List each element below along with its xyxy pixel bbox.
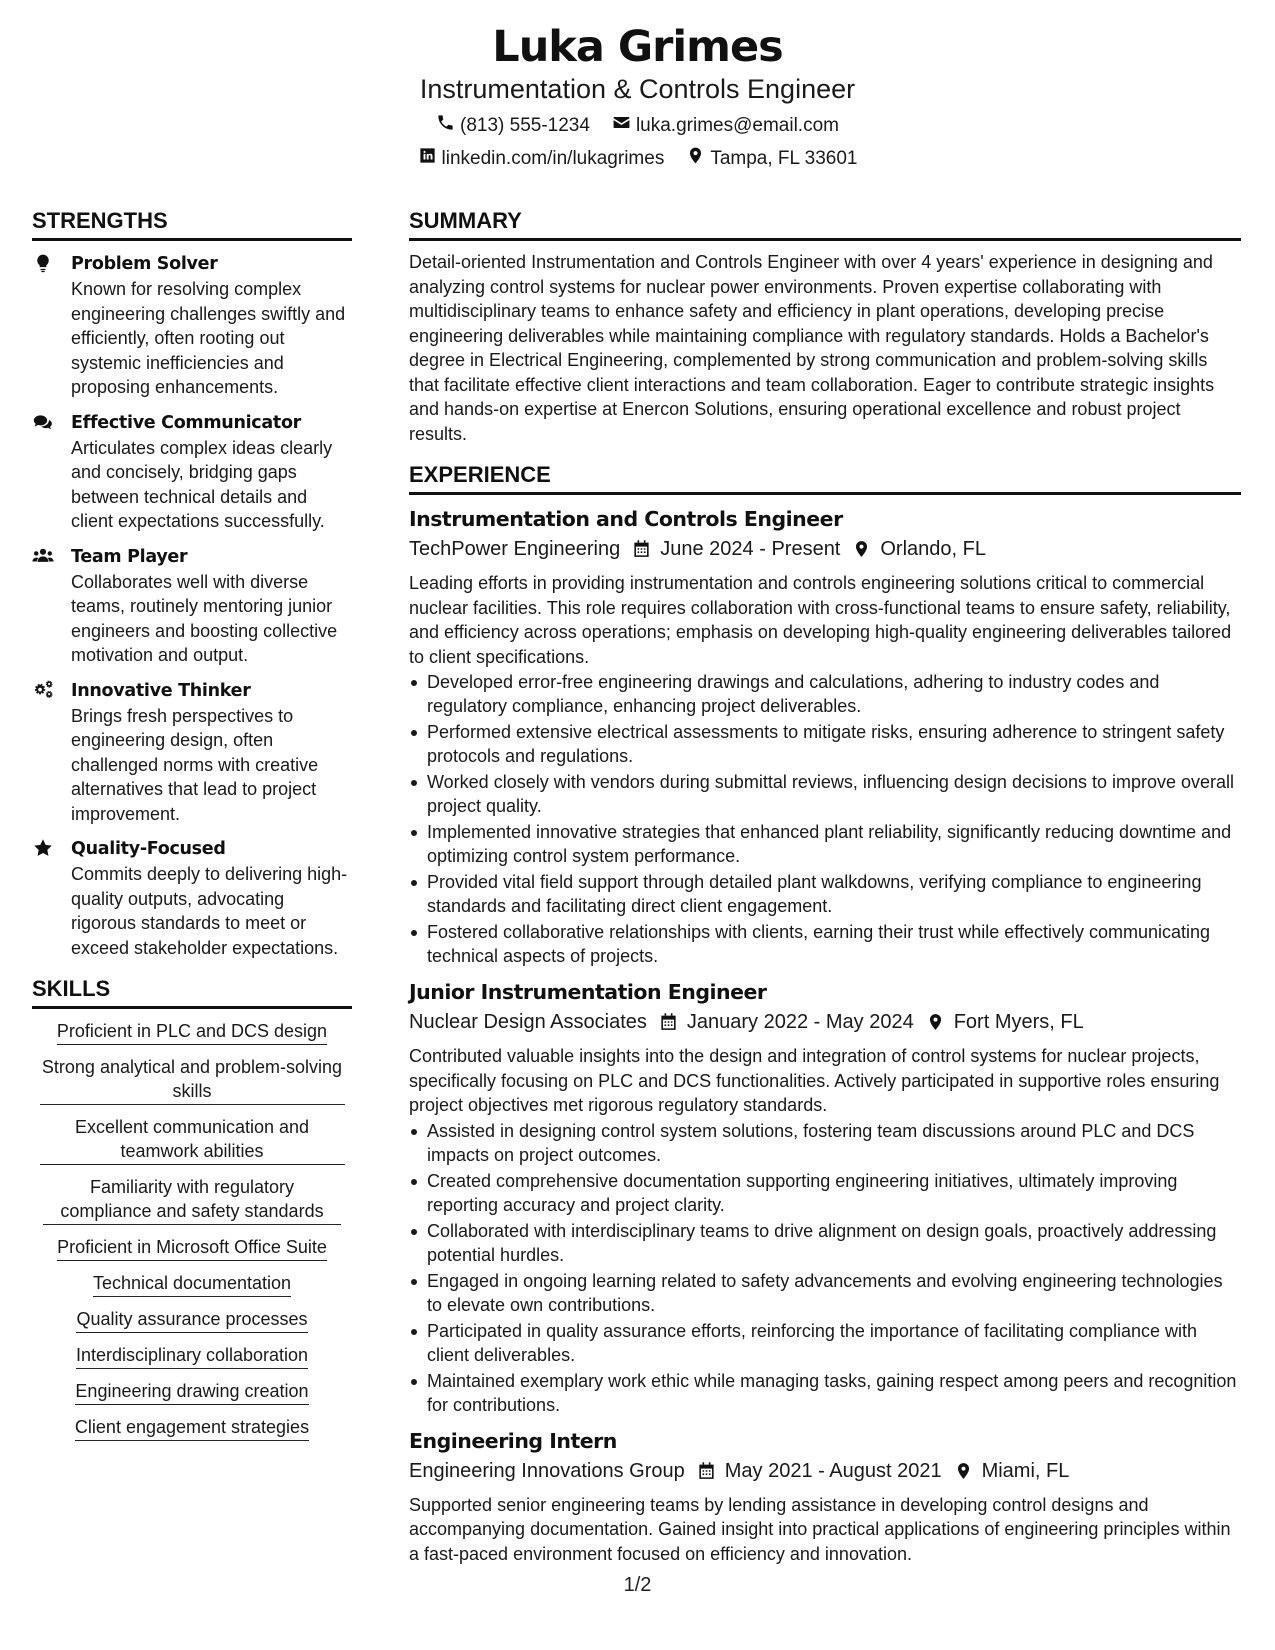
linkedin-text[interactable]: linkedin.com/in/lukagrimes — [441, 147, 665, 169]
job-meta — [409, 1456, 1241, 1486]
job-dates: June 2024 - Present — [660, 538, 841, 560]
strengths-heading: STRENGTHS — [32, 208, 352, 241]
list-item: Performed extensive electrical assessments to mitigate risks, ensuring adherence to stringent safety protocols and regulations. — [409, 720, 1241, 768]
strength-desc: Brings fresh perspectives to engineering design, often challenged norms with creative alternatives that lead to project improvement. — [71, 705, 319, 824]
list-item: Assisted in designing control system solutions, fostering team discussions around PLC and DCS impacts on project outcomes. — [409, 1119, 1241, 1167]
list-item: Collaborated with interdisciplinary teams to drive alignment on design goals, proactively addressing potential hurdles. — [409, 1219, 1241, 1267]
map-marker-icon — [686, 146, 705, 171]
strength-title: Team Player — [71, 546, 188, 567]
strength-title: Innovative Thinker — [71, 680, 251, 701]
job-company: Engineering Innovations Group — [409, 1459, 685, 1482]
linkedin-icon — [418, 146, 437, 171]
job-dates: January 2022 - May 2024 — [686, 1011, 914, 1033]
contact-row-2 — [0, 146, 1275, 171]
job-entry — [409, 978, 1241, 1417]
job-location: Miami, FL — [981, 1459, 1070, 1482]
job-description: Leading efforts in providing instrumentation and controls engineering solutions critical to commercial nuclear facilities. This role requires collaboration with cross-functional teams to ensure safety, reliability, and efficiency across operations; emphasis on developing high-quality engineering deliverables tailored to client specifications. — [409, 573, 1232, 667]
skill-item: Client engagement strategies — [32, 1415, 352, 1441]
strength-item — [32, 252, 352, 400]
calendar-icon — [697, 1461, 717, 1481]
list-item: Provided vital field support through detailed plant walkdowns, verifying compliance to engineering standards and facilitating direct client engagement. — [409, 870, 1241, 918]
cogs-icon — [32, 680, 56, 702]
summary-text: Detail-oriented Instrumentation and Controls Engineer with over 4 years' experience in designing and analyzing control systems for nuclear power environments. Proven expertise collaborating with multidisciplinary teams to enhance safety and efficiency in plant operations, developing precise engineering deliverables while maintaining compliance with regulatory standards. Holds a Bachelor's degree in Electrical Engineering, complemented by strong communication and problem-solving skills that facilitate effective client interactions and team collaboration. Eager to contribute strategic insights and hands-on expertise at Enercon Solutions, ensuring operational excellence and robust project results. — [409, 252, 1215, 444]
job-meta — [409, 1007, 1241, 1037]
calendar-icon — [659, 1012, 679, 1032]
contact-email[interactable] — [612, 113, 839, 138]
skill-item: Familiarity with regulatory compliance and safety standards — [32, 1175, 352, 1225]
skill-item: Excellent communication and teamwork abilities — [32, 1115, 352, 1165]
candidate-name: Luka Grimes — [492, 22, 783, 72]
page-number: 1/2 — [623, 1574, 652, 1596]
skill-item: Proficient in PLC and DCS design — [32, 1019, 352, 1045]
job-description: Contributed valuable insights into the design and integration of control systems for nuclear projects, specifically focusing on PLC and DCS functionalities. Actively participated in supportive roles ensuring project objectives met rigorous regulatory standards. — [409, 1046, 1220, 1115]
summary-heading: SUMMARY — [409, 208, 1241, 241]
strength-desc: Articulates complex ideas clearly and concisely, bridging gaps between technical details and client expectations successfully. — [71, 437, 333, 531]
job-company: TechPower Engineering — [409, 538, 621, 560]
contact-location — [686, 146, 857, 171]
experience-heading: EXPERIENCE — [409, 462, 1241, 495]
job-title: Instrumentation and Controls Engineer — [409, 507, 843, 531]
map-marker-icon — [954, 1461, 974, 1481]
strength-desc: Commits deeply to delivering high-quality outputs, advocating rigorous standards to meet or exceed stakeholder expectations. — [71, 864, 348, 958]
job-dates: May 2021 - August 2021 — [724, 1459, 942, 1482]
list-item: Fostered collaborative relationships with clients, earning their trust while effectively communicating technical aspects of projects. — [409, 920, 1241, 968]
right-column — [409, 208, 1241, 1566]
map-marker-icon — [926, 1012, 946, 1032]
job-title: Engineering Intern — [409, 1428, 617, 1453]
users-icon — [32, 546, 56, 568]
lightbulb-icon — [32, 253, 56, 275]
strength-title: Effective Communicator — [71, 412, 302, 433]
star-icon — [32, 838, 56, 860]
strength-desc: Known for resolving complex engineering challenges swiftly and efficiently, often rooting out systemic inefficiencies and proposing enhancements. — [71, 279, 346, 397]
email-text[interactable]: luka.grimes@email.com — [635, 114, 839, 136]
job-bullets — [409, 670, 1241, 968]
list-item: Participated in quality assurance efforts, reinforcing the importance of facilitating compliance with client deliverables. — [409, 1319, 1241, 1367]
skill-item: Proficient in Microsoft Office Suite — [32, 1235, 352, 1261]
job-bullets — [409, 1119, 1241, 1417]
location-text: Tampa, FL 33601 — [710, 147, 858, 169]
list-item: Developed error-free engineering drawings and calculations, adhering to industry codes and regulatory compliance, enhancing project deliverables. — [409, 670, 1241, 718]
strength-item — [32, 545, 352, 668]
skill-item: Technical documentation — [32, 1271, 352, 1297]
job-description: Supported senior engineering teams by lending assistance in developing control designs and accompanying documentation. Gained insight into practical applications of engineering principles within a fast-paced environment focused on efficiency and innovation. — [409, 1494, 1231, 1564]
skills-section — [32, 976, 352, 1441]
candidate-title: Instrumentation & Controls Engineer — [419, 74, 856, 104]
strength-title: Problem Solver — [71, 254, 218, 274]
contact-row-1 — [0, 113, 1275, 138]
list-item: Implemented innovative strategies that enhanced plant reliability, significantly reducing downtime and optimizing control system performance. — [409, 820, 1241, 868]
envelope-icon — [612, 113, 631, 138]
contact-linkedin[interactable] — [418, 146, 665, 171]
strength-item — [32, 679, 352, 827]
list-item: Maintained exemplary work ethic while managing tasks, gaining respect among peers and recognition for contributions. — [409, 1369, 1241, 1417]
job-location: Orlando, FL — [880, 538, 986, 560]
experience-section — [409, 462, 1241, 1566]
job-title: Junior Instrumentation Engineer — [409, 980, 767, 1004]
job-entry — [409, 1427, 1241, 1567]
strength-item — [32, 837, 352, 960]
list-item: Engaged in ongoing learning related to safety advancements and evolving engineering technologies to elevate own contributions. — [409, 1269, 1241, 1317]
job-location: Fort Myers, FL — [953, 1011, 1084, 1033]
skills-heading: SKILLS — [32, 976, 352, 1009]
list-item: Created comprehensive documentation supporting engineering initiatives, ultimately improving reporting accuracy and project clarity. — [409, 1169, 1241, 1217]
list-item: Worked closely with vendors during submittal reviews, influencing design decisions to improve overall project quality. — [409, 770, 1241, 818]
skill-item: Engineering drawing creation — [32, 1379, 352, 1405]
comments-icon — [32, 412, 56, 434]
job-meta — [409, 534, 1241, 564]
calendar-icon — [632, 539, 652, 559]
strength-item — [32, 411, 352, 534]
contact-phone — [436, 113, 590, 138]
strength-desc: Collaborates well with diverse teams, routinely mentoring junior engineers and boosting collective motivation and output. — [71, 571, 338, 665]
skill-item: Interdisciplinary collaboration — [32, 1343, 352, 1369]
phone-icon — [436, 113, 455, 138]
strength-title: Quality-Focused — [71, 839, 226, 859]
job-company: Nuclear Design Associates — [409, 1011, 647, 1033]
skill-item: Quality assurance processes — [32, 1307, 352, 1333]
map-marker-icon — [852, 539, 872, 559]
left-column — [32, 208, 352, 1441]
skill-item: Strong analytical and problem-solving skills — [32, 1055, 352, 1105]
job-entry — [409, 505, 1241, 968]
phone-text: (813) 555-1234 — [460, 114, 590, 136]
